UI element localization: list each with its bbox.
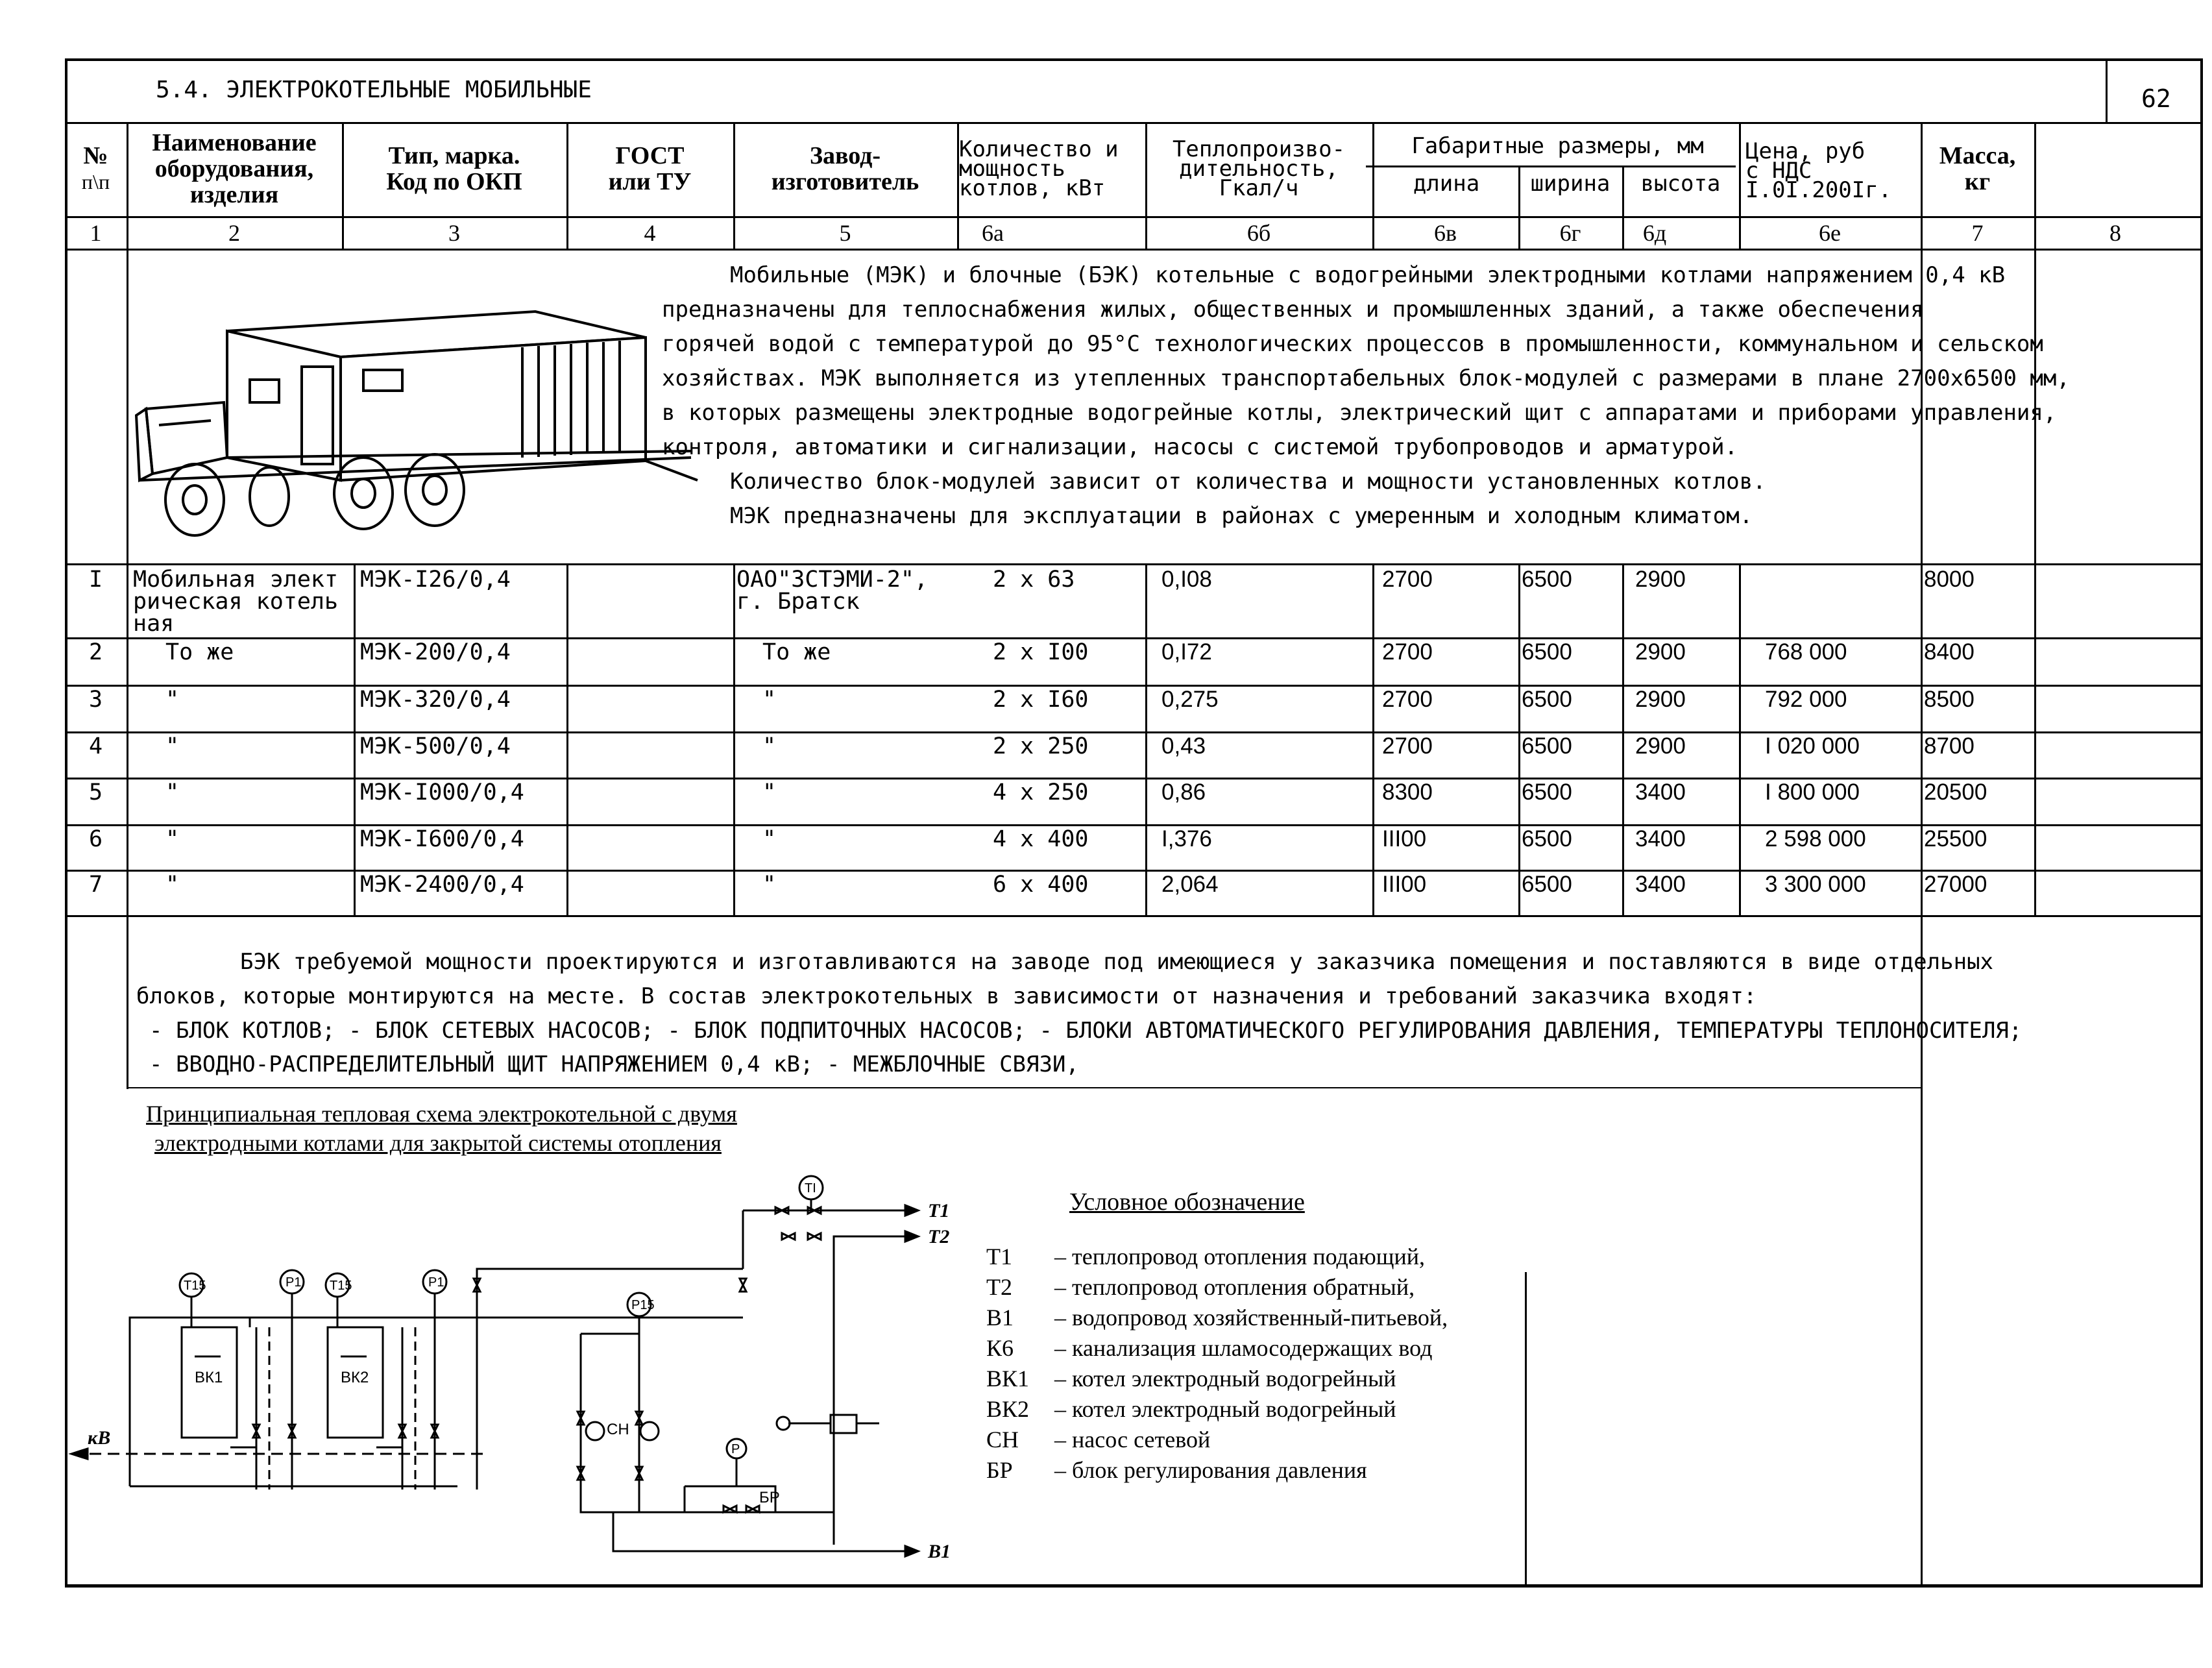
- cell-wid: 6500: [1522, 687, 1572, 712]
- col-number: 6а: [982, 220, 1004, 246]
- col-number: 6б: [1246, 220, 1271, 246]
- cell-price: I 800 000: [1765, 779, 1860, 805]
- cell-wid: 6500: [1522, 567, 1572, 592]
- scheme-label-t15-1: Т15: [184, 1279, 206, 1293]
- cell-maker: [736, 569, 957, 613]
- truck-illustration: [133, 286, 704, 558]
- cell-qty: 2 х 63: [993, 567, 1075, 593]
- cell-price: 3 300 000: [1765, 872, 1866, 897]
- scheme-label-b1: В1: [928, 1541, 951, 1562]
- cell-mass: 8400: [1924, 639, 1975, 665]
- scheme-label-ti: ТI: [805, 1181, 816, 1196]
- bek-line: БЭК требуемой мощности проектируются и изготавливаются на заводе под имеющиеся у заказчика помещения и поставляются в виде отдельных: [240, 949, 1994, 975]
- cell-wid: 6500: [1522, 733, 1572, 759]
- scheme-label-t15-2: Т15: [330, 1279, 352, 1293]
- legend-title: Условное обозначение: [1069, 1188, 1305, 1216]
- cell-maker-line: ОАО"ЗСТЭМИ-2",: [736, 567, 929, 593]
- cell-n: 6: [88, 826, 103, 852]
- scheme-label-bk2: ВК2: [341, 1369, 369, 1386]
- cell-name-line: Мобильная элект: [133, 567, 339, 593]
- cell-heat: 2,064: [1161, 872, 1219, 897]
- legend-text: – канализация шламосодержащих вод: [1054, 1335, 1433, 1361]
- cell-name-line: ": [165, 872, 180, 898]
- legend-code: К6: [986, 1335, 1014, 1361]
- cell-hei: 3400: [1635, 826, 1686, 852]
- cell-len: 2700: [1382, 733, 1433, 759]
- intro-line: предназначены для теплоснабжения жилых, общественных и промышленных зданий, а также обеспечения: [662, 297, 1924, 323]
- cell-heat: 0,275: [1161, 687, 1219, 712]
- cell-price: 768 000: [1765, 639, 1847, 665]
- col-number: 7: [1971, 220, 1984, 246]
- header-dims: Габаритные размеры, мм: [1411, 133, 1704, 159]
- header-price: Цена, руб с НДС I.0I.200Iг.: [1745, 138, 1892, 203]
- cell-len: 2700: [1382, 687, 1433, 712]
- legend-text: – водопровод хозяйственный-питьевой,: [1054, 1305, 1448, 1331]
- cell-n: 2: [88, 639, 103, 665]
- cell-n: 4: [88, 733, 103, 759]
- cell-name: [165, 641, 386, 663]
- cell-maker: [762, 781, 983, 803]
- cell-name: [165, 735, 386, 757]
- header-qty: Количество и мощность котлов, кВт: [959, 136, 1119, 201]
- cell-mass: 25500: [1924, 826, 1987, 852]
- legend-text: – котел электродный водогрейный: [1054, 1366, 1396, 1392]
- cell-name: [165, 689, 386, 711]
- cell-n: 5: [88, 779, 103, 805]
- cell-maker-line: г. Братск: [736, 589, 860, 615]
- legend-text: – теплопровод отопления подающий,: [1054, 1244, 1425, 1269]
- heating-scheme-diagram: [62, 1168, 983, 1584]
- scheme-label-br: БР: [759, 1489, 780, 1506]
- header-gost: ГОСТ или ТУ: [608, 142, 692, 195]
- cell-mass: 8000: [1924, 567, 1975, 592]
- cell-price: I 020 000: [1765, 733, 1860, 759]
- col-number: 6г: [1559, 220, 1581, 246]
- legend-code: ВК2: [986, 1396, 1030, 1422]
- legend-text: – насос сетевой: [1054, 1427, 1211, 1453]
- cell-price: 792 000: [1765, 687, 1847, 712]
- cell-maker: [762, 689, 983, 711]
- intro-line: контроля, автоматики и сигнализации, насосы с системой трубопроводов и арматурой.: [662, 434, 1738, 460]
- cell-hei: 3400: [1635, 779, 1686, 805]
- col-number: 8: [2109, 220, 2121, 246]
- cell-name-line: ": [165, 733, 180, 759]
- legend-text: – теплопровод отопления обратный,: [1054, 1274, 1415, 1300]
- intro-line: хозяйствах. МЭК выполняется из утепленных транспортабельных блок-модулей с размерами в плане 2700х6500 мм,: [662, 365, 2070, 391]
- scheme-title: электродными котлами для закрытой системы отопления: [154, 1130, 722, 1156]
- cell-qty: 2 х I60: [993, 687, 1089, 713]
- page-number: 62: [2141, 84, 2171, 113]
- col-number: 4: [644, 220, 656, 246]
- cell-n: I: [88, 567, 103, 593]
- section-title: 5.4. ЭЛЕКТРОКОТЕЛЬНЫЕ МОБИЛЬНЫЕ: [156, 77, 592, 103]
- cell-n: 7: [88, 872, 103, 898]
- intro-line: Мобильные (МЭК) и блочные (БЭК) котельные с водогрейными электродными котлами напряжением 0,4 кВ: [730, 262, 2006, 288]
- cell-type: МЭК-I26/0,4: [360, 567, 511, 593]
- scheme-label-t1: Т1: [928, 1200, 950, 1221]
- cell-maker: [762, 641, 983, 663]
- cell-name-line: ": [165, 779, 180, 805]
- scheme-label-p: Р: [731, 1442, 740, 1456]
- cell-n: 3: [88, 687, 103, 713]
- cell-maker-line: ": [762, 826, 777, 852]
- cell-name: [133, 569, 354, 635]
- cell-hei: 2900: [1635, 733, 1686, 759]
- cell-type: МЭК-2400/0,4: [360, 872, 524, 898]
- cell-heat: 0,43: [1161, 733, 1206, 759]
- header-heat: Теплопроизво- дительность, Гкал/ч: [1172, 136, 1346, 201]
- cell-name-line: ная: [133, 611, 175, 637]
- scheme-label-ch: СН: [607, 1421, 629, 1438]
- col-number: 5: [839, 220, 851, 246]
- cell-wid: 6500: [1522, 779, 1572, 805]
- col-number: 1: [90, 220, 102, 246]
- intro-line: МЭК предназначены для эксплуатации в районах с умеренным и холодным климатом.: [730, 503, 1753, 529]
- intro-line: Количество блок-модулей зависит от количества и мощности установленных котлов.: [730, 469, 1766, 495]
- scheme-label-p1-2: Р1: [428, 1275, 444, 1290]
- cell-mass: 27000: [1924, 872, 1987, 897]
- cell-name: [165, 828, 386, 850]
- col-number: 6д: [1642, 220, 1667, 246]
- cell-maker: [762, 828, 983, 850]
- col-number: 3: [448, 220, 460, 246]
- cell-type: МЭК-500/0,4: [360, 733, 511, 759]
- cell-hei: 2900: [1635, 687, 1686, 712]
- header-dim-length: длина: [1413, 171, 1480, 197]
- header-dim-width: ширина: [1530, 171, 1610, 197]
- cell-mass: 8500: [1924, 687, 1975, 712]
- bek-line: блоков, которые монтируются на месте. В состав электрокотельных в зависимости от назначения и требований заказчика входят:: [136, 983, 1757, 1009]
- cell-name: [165, 781, 386, 803]
- cell-hei: 3400: [1635, 872, 1686, 897]
- bek-line: - БЛОК КОТЛОВ; - БЛОК СЕТЕВЫХ НАСОСОВ; - БЛОК ПОДПИТОЧНЫХ НАСОСОВ; - БЛОКИ АВТОМАТИЧЕСКОГО РЕГУЛИРОВАНИЯ ДАВЛЕНИЯ, ТЕМПЕРАТУРЫ ТЕПЛОНОСИТЕЛЯ;: [149, 1018, 2023, 1044]
- scheme-title: Принципиальная тепловая схема электрокотельной с двумя: [146, 1101, 737, 1127]
- legend-code: Т1: [986, 1244, 1012, 1269]
- cell-len: 8300: [1382, 779, 1433, 805]
- scheme-label-p1-1: Р1: [286, 1275, 302, 1290]
- cell-name: [165, 874, 386, 896]
- cell-type: МЭК-200/0,4: [360, 639, 511, 665]
- cell-type: МЭК-320/0,4: [360, 687, 511, 713]
- cell-name-line: То же: [165, 639, 234, 665]
- intro-line: горячей водой с температурой до 95°С технологических процессов в промышленности, коммунальном и сельском: [662, 331, 2043, 357]
- header-num: № п\п: [81, 142, 110, 193]
- cell-qty: 2 х I00: [993, 639, 1089, 665]
- legend-code: Т2: [986, 1274, 1012, 1300]
- cell-hei: 2900: [1635, 639, 1686, 665]
- cell-qty: 6 х 400: [993, 872, 1089, 898]
- col-number: 2: [228, 220, 240, 246]
- legend-code: ВК1: [986, 1366, 1030, 1392]
- cell-len: 2700: [1382, 639, 1433, 665]
- cell-name-line: ": [165, 687, 180, 713]
- cell-hei: 2900: [1635, 567, 1686, 592]
- cell-mass: 20500: [1924, 779, 1987, 805]
- cell-wid: 6500: [1522, 872, 1572, 897]
- cell-maker-line: То же: [762, 639, 831, 665]
- col-number: 6е: [1819, 220, 1841, 246]
- legend-code: СН: [986, 1427, 1019, 1453]
- cell-heat: 0,I72: [1161, 639, 1212, 665]
- cell-qty: 4 х 400: [993, 826, 1089, 852]
- cell-maker-line: ": [762, 733, 777, 759]
- cell-qty: 2 х 250: [993, 733, 1089, 759]
- cell-qty: 4 х 250: [993, 779, 1089, 805]
- scheme-label-p15: Р15: [631, 1298, 655, 1312]
- cell-type: МЭК-I600/0,4: [360, 826, 524, 852]
- cell-name-line: ": [165, 826, 180, 852]
- cell-mass: 8700: [1924, 733, 1975, 759]
- scheme-label-kv: кВ: [88, 1427, 111, 1449]
- cell-wid: 6500: [1522, 639, 1572, 665]
- cell-len: III00: [1382, 872, 1427, 897]
- scheme-label-bk1: ВК1: [195, 1369, 223, 1386]
- bek-line: - ВВОДНО-РАСПРЕДЕЛИТЕЛЬНЫЙ ЩИТ НАПРЯЖЕНИЕМ 0,4 кВ; - МЕЖБЛОЧНЫЕ СВЯЗИ,: [149, 1051, 1079, 1077]
- cell-maker: [762, 874, 983, 896]
- header-mass: Масса, кг: [1939, 142, 2016, 195]
- cell-price: 2 598 000: [1765, 826, 1866, 852]
- cell-maker-line: ": [762, 872, 777, 898]
- cell-wid: 6500: [1522, 826, 1572, 852]
- cell-len: 2700: [1382, 567, 1433, 592]
- legend-text: – котел электродный водогрейный: [1054, 1396, 1396, 1422]
- cell-heat: 0,86: [1161, 779, 1206, 805]
- cell-maker-line: ": [762, 687, 777, 713]
- cell-heat: 0,I08: [1161, 567, 1212, 592]
- cell-heat: I,376: [1161, 826, 1212, 852]
- cell-maker: [762, 735, 983, 757]
- cell-type: МЭК-I000/0,4: [360, 779, 524, 805]
- scheme-label-t2: Т2: [928, 1226, 950, 1247]
- header-dim-height: высота: [1640, 171, 1721, 197]
- col-number: 6в: [1434, 220, 1457, 246]
- cell-name-line: рическая котель: [133, 589, 339, 615]
- header-name: Наименование оборудования, изделия: [152, 129, 317, 208]
- legend-code: В1: [986, 1305, 1014, 1331]
- legend-code: БР: [986, 1457, 1013, 1483]
- header-maker: Завод- изготовитель: [771, 142, 919, 195]
- intro-line: в которых размещены электродные водогрейные котлы, электрический щит с аппаратами и приборами управления,: [662, 400, 2057, 426]
- cell-len: III00: [1382, 826, 1427, 852]
- cell-maker-line: ": [762, 779, 777, 805]
- header-type: Тип, марка. Код по ОКП: [386, 142, 522, 195]
- legend-text: – блок регулирования давления: [1054, 1457, 1367, 1483]
